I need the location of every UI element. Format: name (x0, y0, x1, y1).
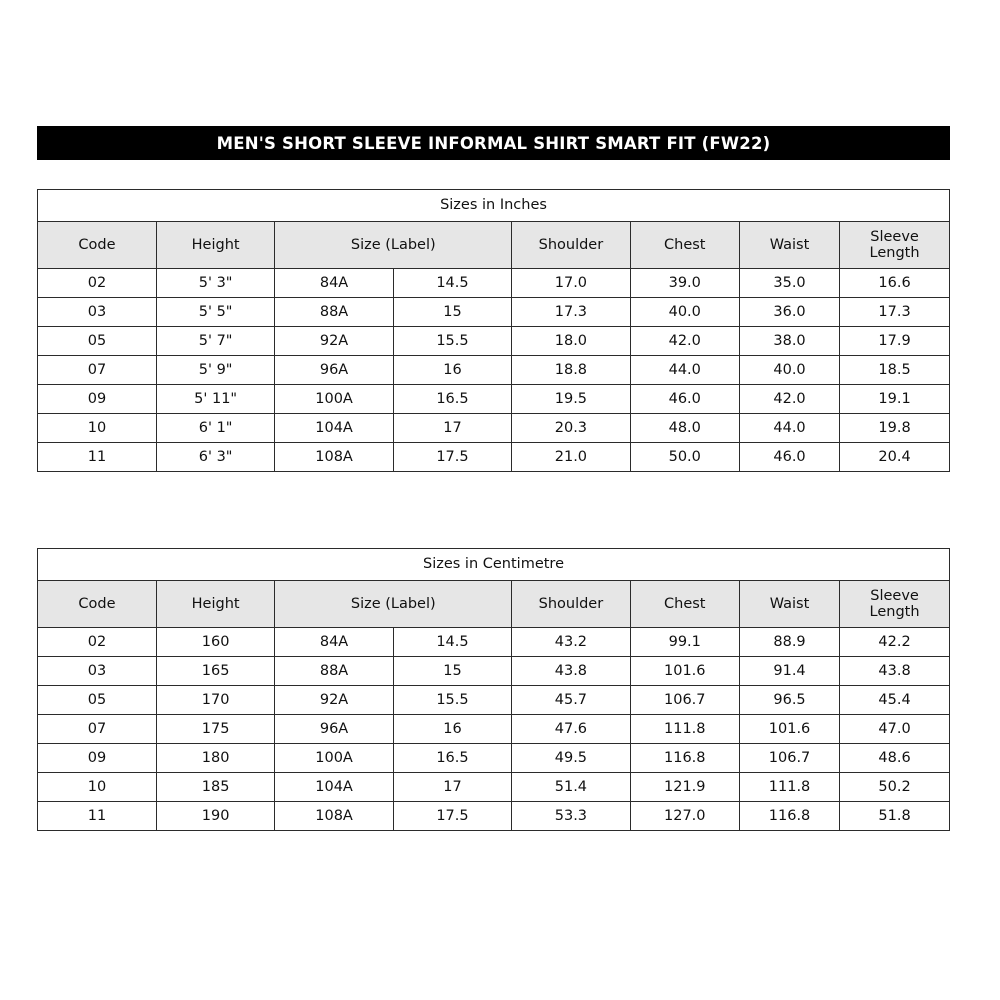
cell-sleeve: 17.3 (840, 298, 949, 327)
page-title: MEN'S SHORT SLEEVE INFORMAL SHIRT SMART FIT (FW22) (37, 126, 950, 160)
cell-waist: 40.0 (739, 356, 839, 385)
cell-chest: 99.1 (630, 628, 739, 657)
column-header-size-label: Size (Label) (275, 222, 512, 269)
cell-size-numeric: 15 (393, 657, 511, 686)
size-table (38, 190, 949, 471)
cell-chest: 50.0 (630, 443, 739, 472)
cell-size-numeric: 17.5 (393, 802, 511, 831)
cell-size-label: 104A (275, 773, 393, 802)
column-header-code: Code (38, 581, 156, 628)
cell-code: 09 (38, 744, 156, 773)
cell-sleeve: 42.2 (840, 628, 949, 657)
cell-waist: 91.4 (739, 657, 839, 686)
cell-shoulder: 51.4 (512, 773, 630, 802)
cell-code: 05 (38, 686, 156, 715)
table-row (38, 715, 949, 744)
cell-size-label: 108A (275, 443, 393, 472)
cell-size-label: 84A (275, 628, 393, 657)
cell-sleeve: 20.4 (840, 443, 949, 472)
table-row (38, 443, 949, 472)
cell-waist: 38.0 (739, 327, 839, 356)
cell-chest: 46.0 (630, 385, 739, 414)
cell-waist: 44.0 (739, 414, 839, 443)
cell-height: 170 (156, 686, 274, 715)
column-header-shoulder: Shoulder (512, 581, 630, 628)
cell-sleeve: 48.6 (840, 744, 949, 773)
table-row (38, 657, 949, 686)
cell-size-numeric: 15.5 (393, 327, 511, 356)
cell-size-numeric: 15.5 (393, 686, 511, 715)
cell-code: 03 (38, 298, 156, 327)
cell-size-label: 100A (275, 744, 393, 773)
cell-code: 11 (38, 443, 156, 472)
cell-shoulder: 19.5 (512, 385, 630, 414)
size-table-centimetre (37, 548, 950, 831)
table-caption: Sizes in Centimetre (38, 549, 949, 581)
table-row (38, 802, 949, 831)
cell-shoulder: 18.8 (512, 356, 630, 385)
cell-size-numeric: 14.5 (393, 269, 511, 298)
cell-code: 10 (38, 773, 156, 802)
cell-shoulder: 17.0 (512, 269, 630, 298)
cell-sleeve: 45.4 (840, 686, 949, 715)
cell-size-label: 88A (275, 657, 393, 686)
cell-size-numeric: 16.5 (393, 385, 511, 414)
table-row (38, 686, 949, 715)
cell-sleeve: 47.0 (840, 715, 949, 744)
cell-size-label: 96A (275, 356, 393, 385)
cell-sleeve: 19.8 (840, 414, 949, 443)
cell-code: 07 (38, 715, 156, 744)
cell-waist: 35.0 (739, 269, 839, 298)
cell-waist: 42.0 (739, 385, 839, 414)
column-header-sleeve-length: Sleeve Length (840, 581, 949, 628)
cell-sleeve: 18.5 (840, 356, 949, 385)
cell-size-label: 84A (275, 269, 393, 298)
cell-sleeve: 19.1 (840, 385, 949, 414)
column-header-waist: Waist (739, 581, 839, 628)
size-table-inches (37, 189, 950, 472)
cell-sleeve: 16.6 (840, 269, 949, 298)
cell-height: 160 (156, 628, 274, 657)
cell-chest: 116.8 (630, 744, 739, 773)
cell-size-numeric: 17.5 (393, 443, 511, 472)
cell-code: 03 (38, 657, 156, 686)
cell-code: 10 (38, 414, 156, 443)
cell-height: 6' 1" (156, 414, 274, 443)
table-row (38, 628, 949, 657)
cell-chest: 42.0 (630, 327, 739, 356)
cell-chest: 39.0 (630, 269, 739, 298)
cell-size-label: 88A (275, 298, 393, 327)
cell-height: 5' 11" (156, 385, 274, 414)
cell-waist: 88.9 (739, 628, 839, 657)
cell-shoulder: 20.3 (512, 414, 630, 443)
cell-chest: 121.9 (630, 773, 739, 802)
cell-height: 5' 9" (156, 356, 274, 385)
column-header-chest: Chest (630, 222, 739, 269)
cell-code: 07 (38, 356, 156, 385)
cell-code: 05 (38, 327, 156, 356)
column-header-waist: Waist (739, 222, 839, 269)
table-row (38, 269, 949, 298)
table-row (38, 744, 949, 773)
cell-height: 5' 7" (156, 327, 274, 356)
cell-shoulder: 53.3 (512, 802, 630, 831)
cell-shoulder: 45.7 (512, 686, 630, 715)
cell-height: 185 (156, 773, 274, 802)
cell-chest: 101.6 (630, 657, 739, 686)
cell-size-label: 92A (275, 327, 393, 356)
table-row (38, 414, 949, 443)
cell-height: 5' 3" (156, 269, 274, 298)
cell-height: 180 (156, 744, 274, 773)
cell-waist: 101.6 (739, 715, 839, 744)
column-header-sleeve-length: Sleeve Length (840, 222, 949, 269)
column-header-chest: Chest (630, 581, 739, 628)
column-header-shoulder: Shoulder (512, 222, 630, 269)
cell-height: 165 (156, 657, 274, 686)
size-table (38, 549, 949, 830)
cell-chest: 111.8 (630, 715, 739, 744)
column-header-code: Code (38, 222, 156, 269)
cell-waist: 46.0 (739, 443, 839, 472)
column-header-height: Height (156, 581, 274, 628)
cell-size-numeric: 16 (393, 356, 511, 385)
cell-size-label: 104A (275, 414, 393, 443)
cell-shoulder: 18.0 (512, 327, 630, 356)
table-row (38, 773, 949, 802)
cell-size-label: 92A (275, 686, 393, 715)
cell-size-numeric: 15 (393, 298, 511, 327)
cell-shoulder: 47.6 (512, 715, 630, 744)
table-row (38, 385, 949, 414)
cell-shoulder: 43.8 (512, 657, 630, 686)
cell-waist: 96.5 (739, 686, 839, 715)
cell-height: 6' 3" (156, 443, 274, 472)
cell-chest: 40.0 (630, 298, 739, 327)
cell-size-numeric: 17 (393, 414, 511, 443)
table-row (38, 327, 949, 356)
cell-shoulder: 21.0 (512, 443, 630, 472)
cell-sleeve: 17.9 (840, 327, 949, 356)
cell-code: 09 (38, 385, 156, 414)
cell-waist: 36.0 (739, 298, 839, 327)
table-caption: Sizes in Inches (38, 190, 949, 222)
cell-height: 5' 5" (156, 298, 274, 327)
cell-size-label: 108A (275, 802, 393, 831)
cell-size-numeric: 16 (393, 715, 511, 744)
cell-code: 02 (38, 628, 156, 657)
cell-size-label: 96A (275, 715, 393, 744)
cell-chest: 44.0 (630, 356, 739, 385)
cell-chest: 127.0 (630, 802, 739, 831)
cell-sleeve: 43.8 (840, 657, 949, 686)
cell-waist: 106.7 (739, 744, 839, 773)
table-header-row (38, 222, 949, 269)
cell-height: 190 (156, 802, 274, 831)
cell-height: 175 (156, 715, 274, 744)
cell-chest: 106.7 (630, 686, 739, 715)
table-row (38, 298, 949, 327)
column-header-height: Height (156, 222, 274, 269)
cell-size-label: 100A (275, 385, 393, 414)
cell-size-numeric: 14.5 (393, 628, 511, 657)
table-header-row (38, 581, 949, 628)
cell-code: 02 (38, 269, 156, 298)
cell-waist: 111.8 (739, 773, 839, 802)
column-header-size-label: Size (Label) (275, 581, 512, 628)
cell-sleeve: 51.8 (840, 802, 949, 831)
cell-code: 11 (38, 802, 156, 831)
cell-waist: 116.8 (739, 802, 839, 831)
cell-shoulder: 43.2 (512, 628, 630, 657)
cell-shoulder: 17.3 (512, 298, 630, 327)
cell-shoulder: 49.5 (512, 744, 630, 773)
cell-sleeve: 50.2 (840, 773, 949, 802)
cell-chest: 48.0 (630, 414, 739, 443)
cell-size-numeric: 16.5 (393, 744, 511, 773)
cell-size-numeric: 17 (393, 773, 511, 802)
table-row (38, 356, 949, 385)
